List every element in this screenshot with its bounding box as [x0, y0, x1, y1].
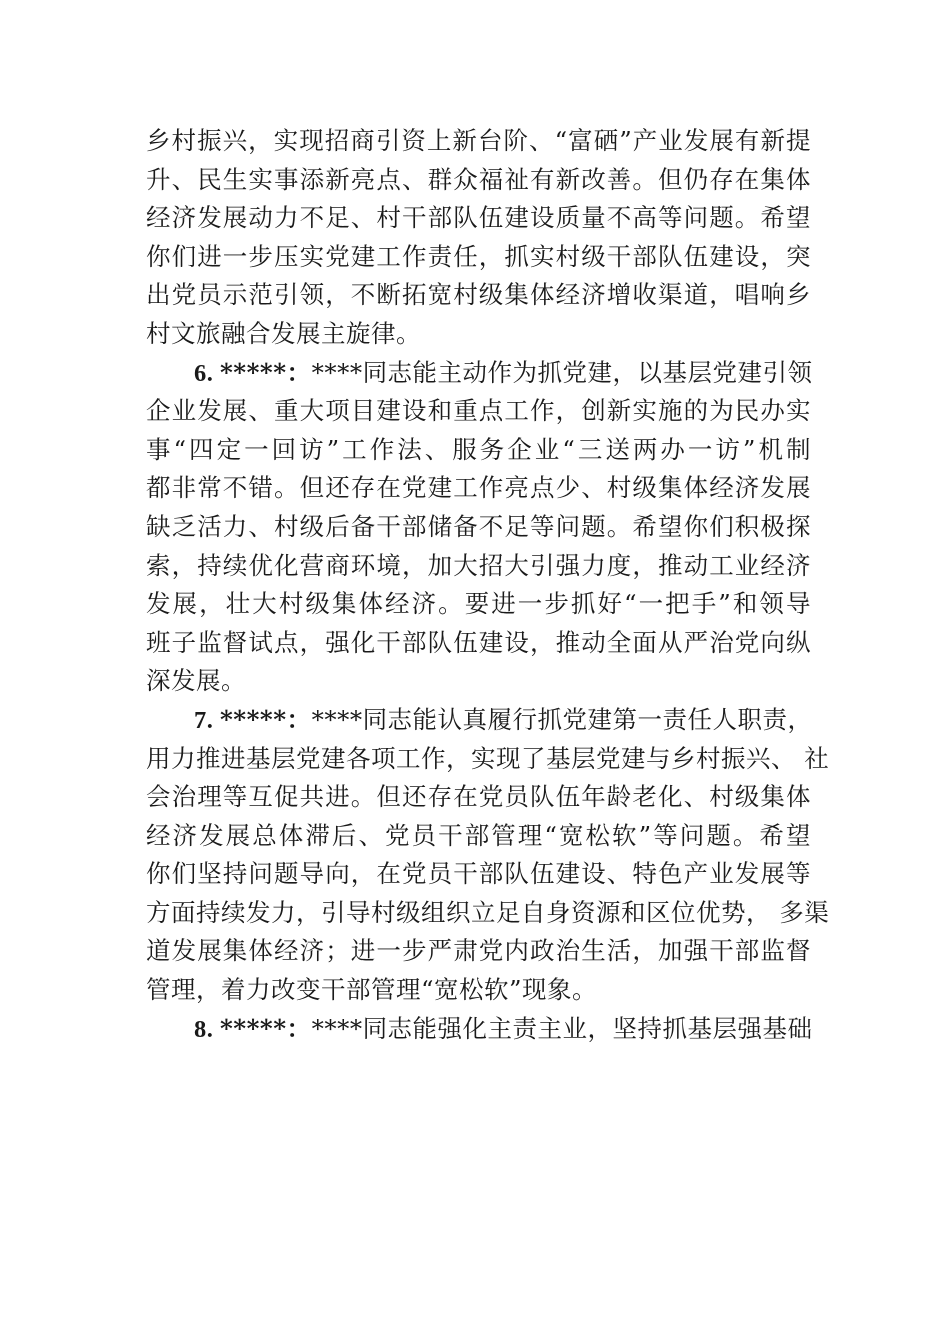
text-line: 经济发展动力不足、村干部队伍建设质量不高等问题。希望 — [146, 203, 811, 233]
text-line: 会治理等互促共进。但还存在党员队伍年龄老化、村级集体 — [146, 782, 811, 812]
paragraph-item-6 — [146, 354, 811, 701]
paragraph-item-8 — [146, 1010, 811, 1049]
text-line: 班子监督试点，强化干部队伍建设，推动全面从严治党向纵 — [146, 627, 811, 657]
text-line: 出党员示范引领，不断拓宽村级集体经济增收渠道，唱响乡 — [146, 280, 811, 310]
text-line: 发展，壮大村级集体经济。要进一步抓好“一把手”和领导 — [146, 589, 811, 619]
document-body — [146, 122, 830, 1048]
text-line: 方面持续发力，引导村级组织立足自身资源和区位优势， 多渠 — [146, 897, 830, 927]
paragraph-intro — [146, 122, 811, 354]
text-line: 你们进一步压实党建工作责任，抓实村级干部队伍建设，突 — [146, 241, 811, 271]
item-heading-line — [146, 1010, 811, 1049]
item-name: *****： — [220, 704, 312, 734]
text-line: 管理，着力改变干部管理“宽松软”现象。 — [146, 975, 598, 1005]
item-number: 6. — [194, 359, 220, 387]
text-line: 升、民生实事添新亮点、群众福祉有新改善。但仍存在集体 — [146, 164, 811, 194]
text-line: 深发展。 — [146, 666, 246, 696]
item-heading-line — [146, 701, 811, 740]
item-name: *****： — [220, 357, 312, 387]
text-line: 都非常不错。但还存在党建工作亮点少、村级集体经济发展 — [146, 473, 811, 503]
item-number: 8. — [194, 1015, 220, 1043]
text-line: 村文旅融合发展主旋律。 — [146, 318, 421, 348]
item-heading-line — [146, 354, 811, 393]
text-line: 缺乏活力、村级后备干部储备不足等问题。希望你们积极探 — [146, 511, 811, 541]
text-line: 你们坚持问题导向，在党员干部队伍建设、特色产业发展等 — [146, 859, 811, 889]
text-line: 经济发展总体滞后、党员干部管理“宽松软”等问题。希望 — [146, 820, 811, 850]
text-line: 乡村振兴，实现招商引资上新台阶、“富硒”产业发展有新提 — [146, 126, 811, 155]
item-text: ****同志能认真履行抓党建第一责任人职责， — [311, 704, 813, 734]
paragraph-item-7 — [146, 701, 830, 1010]
item-name: *****： — [220, 1013, 312, 1043]
text-line: 用力推进基层党建各项工作，实现了基层党建与乡村振兴、 社 — [146, 743, 830, 773]
text-line: 事“四定一回访”工作法、服务企业“三送两办一访”机制 — [146, 434, 811, 464]
text-line: 企业发展、重大项目建设和重点工作，创新实施的为民办实 — [146, 396, 811, 426]
text-line: 道发展集体经济；进一步严肃党内政治生活，加强干部监督 — [146, 936, 811, 966]
item-text: ****同志能主动作为抓党建，以基层党建引领 — [311, 357, 813, 387]
item-text: ****同志能强化主责主业，坚持抓基层强基础 — [311, 1013, 813, 1043]
text-line: 索，持续优化营商环境，加大招大引强力度，推动工业经济 — [146, 550, 811, 580]
item-number: 7. — [194, 706, 220, 734]
